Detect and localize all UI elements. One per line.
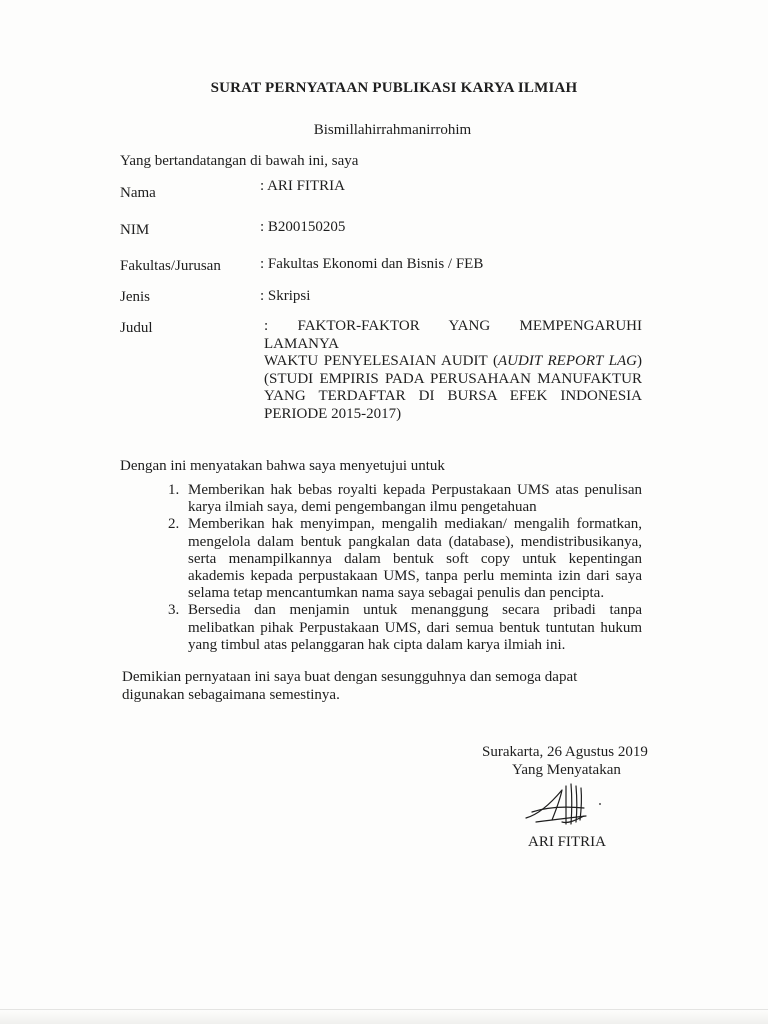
clause-item xyxy=(160,482,642,516)
signer-name: ARI FITRIA xyxy=(528,834,606,850)
clause-text: Bersedia dan menjamin untuk menanggung secara pribadi tanpa melibatkan pihak Perpustakaan UMS, dari semua bentuk tuntutan hukum yang timbul atas pelanggaran hak cipta dalam karya ilmiah ini. xyxy=(188,602,642,653)
clause-text: Memberikan hak bebas royalti kepada Perpustakaan UMS atas penulisan karya ilmiah saya, demi pengembangan ilmu pengetahuan xyxy=(188,482,642,516)
place-date: Surakarta, 26 Agustus 2019 xyxy=(482,744,648,760)
fakultas-label: Fakultas/Jurusan xyxy=(120,258,221,274)
jenis-value: : Skripsi xyxy=(260,288,311,304)
nim-value: : B200150205 xyxy=(260,219,346,235)
fakultas-value: : Fakultas Ekonomi dan Bisnis / FEB xyxy=(260,256,484,272)
signature-image xyxy=(522,778,612,830)
nim-label: NIM xyxy=(120,222,150,238)
judul-value xyxy=(264,318,642,423)
judul-line-1: : FAKTOR-FAKTOR YANG MEMPENGARUHI LAMANYA xyxy=(264,318,642,352)
clause-item xyxy=(160,602,642,654)
judul-line-2-italic: AUDIT REPORT LAG xyxy=(498,353,637,369)
scan-edge xyxy=(0,1009,768,1024)
judul-line-4: YANG TERDAFTAR DI BURSA EFEK INDONESIA xyxy=(264,388,642,404)
judul-line-2-end: ) xyxy=(637,353,642,369)
judul-line-3: (STUDI EMPIRIS PADA PERUSAHAAN MANUFAKTUR xyxy=(264,370,642,387)
clause-number: 3. xyxy=(168,602,180,619)
intro-statement: Dengan ini menyatakan bahwa saya menyetujui untuk xyxy=(120,458,445,474)
clause-list xyxy=(160,482,642,654)
opening-statement: Yang bertandatangan di bawah ini, saya xyxy=(120,153,359,169)
judul-line-5: PERIODE 2015-2017) xyxy=(264,405,402,422)
clause-item xyxy=(160,516,642,602)
nama-label: Nama xyxy=(120,185,156,201)
signer-role: Yang Menyatakan xyxy=(512,762,621,778)
document-title: SURAT PERNYATAAN PUBLIKASI KARYA ILMIAH xyxy=(210,80,578,96)
nama-value: : ARI FITRIA xyxy=(260,178,346,194)
clause-number: 2. xyxy=(168,516,180,533)
judul-line-2 xyxy=(264,353,642,371)
clause-number: 1. xyxy=(168,482,180,498)
basmalah: Bismillahirrahmanirrohim xyxy=(313,122,472,138)
judul-line-2-start: WAKTU PENYELESAIAN AUDIT ( xyxy=(264,353,498,369)
clause-text: Memberikan hak menyimpan, mengalih mediakan/ mengalih formatkan, mengelola dalam bentuk pangkalan data (database), mendistribusikanya, serta menampilkannya dalam bentuk soft copy untuk kepentingan akademis kepada perpustakaan UMS, tanpa perlu meminta izin dari saya selama tetap mencantumkan nama saya sebagai penulis dan pencipta. xyxy=(188,516,642,602)
judul-label: Judul xyxy=(120,320,153,336)
closing-statement: Demikian pernyataan ini saya buat dengan sesungguhnya dan semoga dapat digunakan sebagaimana semestinya. xyxy=(122,669,578,703)
jenis-label: Jenis xyxy=(120,289,150,305)
